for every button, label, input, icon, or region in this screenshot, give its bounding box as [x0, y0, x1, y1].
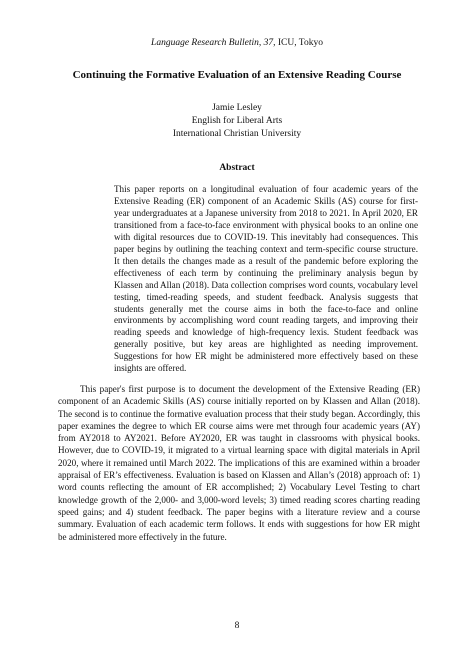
journal-name: Language Research Bulletin, 37	[151, 38, 274, 48]
author-department: English for Liberal Arts	[191, 116, 283, 126]
abstract-text: This paper reports on a longitudinal evaluation of four academic years of the Extensive Reading (ER) component of an Academic Skills (AS) course for first-year undergraduates at a Japanese university from 2018 to 2021. In April 2020, ER transitioned from a face-to-face environment with physical books to an online one with digital resources due to COVID-19. This inevitably had consequences. This paper begins by outlining the teaching context and term-specific course structure. It then details the changes made as a result of the pandemic before exploring the effectiveness of each term by continuing the preliminary analysis begun by Klassen and Allan (2018). Data collection comprises word counts, vocabulary level testing, timed-reading speeds, and student feedback. Analysis suggests that students generally met the course aims in both the face-to-face and online environments by accomplishing word count reading targets, and improving their reading speeds and knowledge of high-frequency lexis. Student feedback was generally positive, but key areas are highlighted as needing improvement. Suggestions for how ER might be administered more effectively based on these insights are offered.	[114, 184, 418, 374]
paper-title: Continuing the Formative Evaluation of an Extensive Reading Course	[72, 69, 402, 81]
body-paragraph: This paper's first purpose is to document the development of the Extensive Reading (ER) component of an Academic Skills (AS) course initially reported on by Klassen and Allan (2018). The second is to continue the formative evaluation process that their study began. Accordingly, this paper examines the degree to which ER course aims were met through four academic years (AY) from AY2018 to AY2021. Before AY2020, ER was taught in classrooms with physical books. However, due to COVID-19, it migrated to a virtual learning space with digital materials in April 2020, where it remained until March 2022. The implications of this are examined within a broader appraisal of ER’s effectiveness. Evaluation is based on Klassen and Allan’s (2018) approach of: 1) word counts reflecting the amount of ER accomplished; 2) Vocabulary Level Testing to chart knowledge growth of the 2,000- and 3,000-word levels; 3) timed reading scores charting reading speed gains; and 4) student feedback. The paper begins with a literature review and a course summary. Evaluation of each academic term follows. It ends with suggestions for how ER might be administered more effectively in the future.	[58, 384, 420, 542]
author-institution: International Christian University	[172, 129, 302, 139]
page-number: 8	[234, 621, 240, 631]
abstract-heading: Abstract	[219, 163, 255, 173]
author-block	[0, 102, 474, 141]
running-header	[0, 38, 474, 48]
author-name: Jamie Lesley	[212, 103, 262, 113]
journal-location: , ICU, Tokyo	[273, 38, 323, 48]
